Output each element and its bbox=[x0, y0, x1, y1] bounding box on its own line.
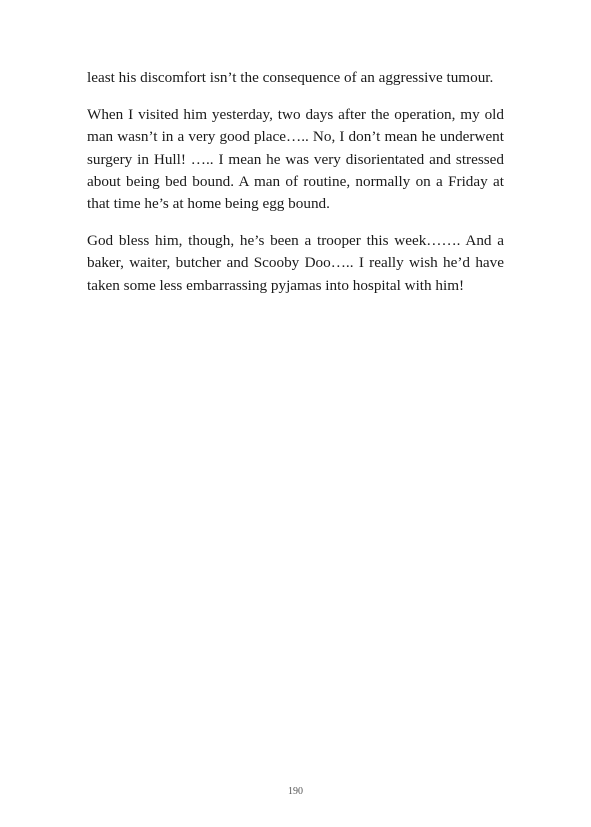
paragraph-3: God bless him, though, he’s been a trooper this week……. And a baker, waiter, butcher and Scooby Doo….. I really wish he’d have taken some less embarrassing pyjamas into hospital with him! bbox=[87, 232, 504, 294]
paragraph-1: least his discomfort isn’t the consequence of an aggressive tumour. bbox=[87, 69, 494, 86]
paragraph-2: When I visited him yesterday, two days after the operation, my old man wasn’t in a very good place….. No, I don’t mean he underwent surgery in Hull! ….. I mean he was very disorientated and stressed about being bed bound. A man of routine, normally on a Friday at that time he’s at home being egg bound. bbox=[87, 106, 504, 213]
body-text bbox=[87, 67, 504, 312]
page-number: 190 bbox=[288, 786, 303, 797]
